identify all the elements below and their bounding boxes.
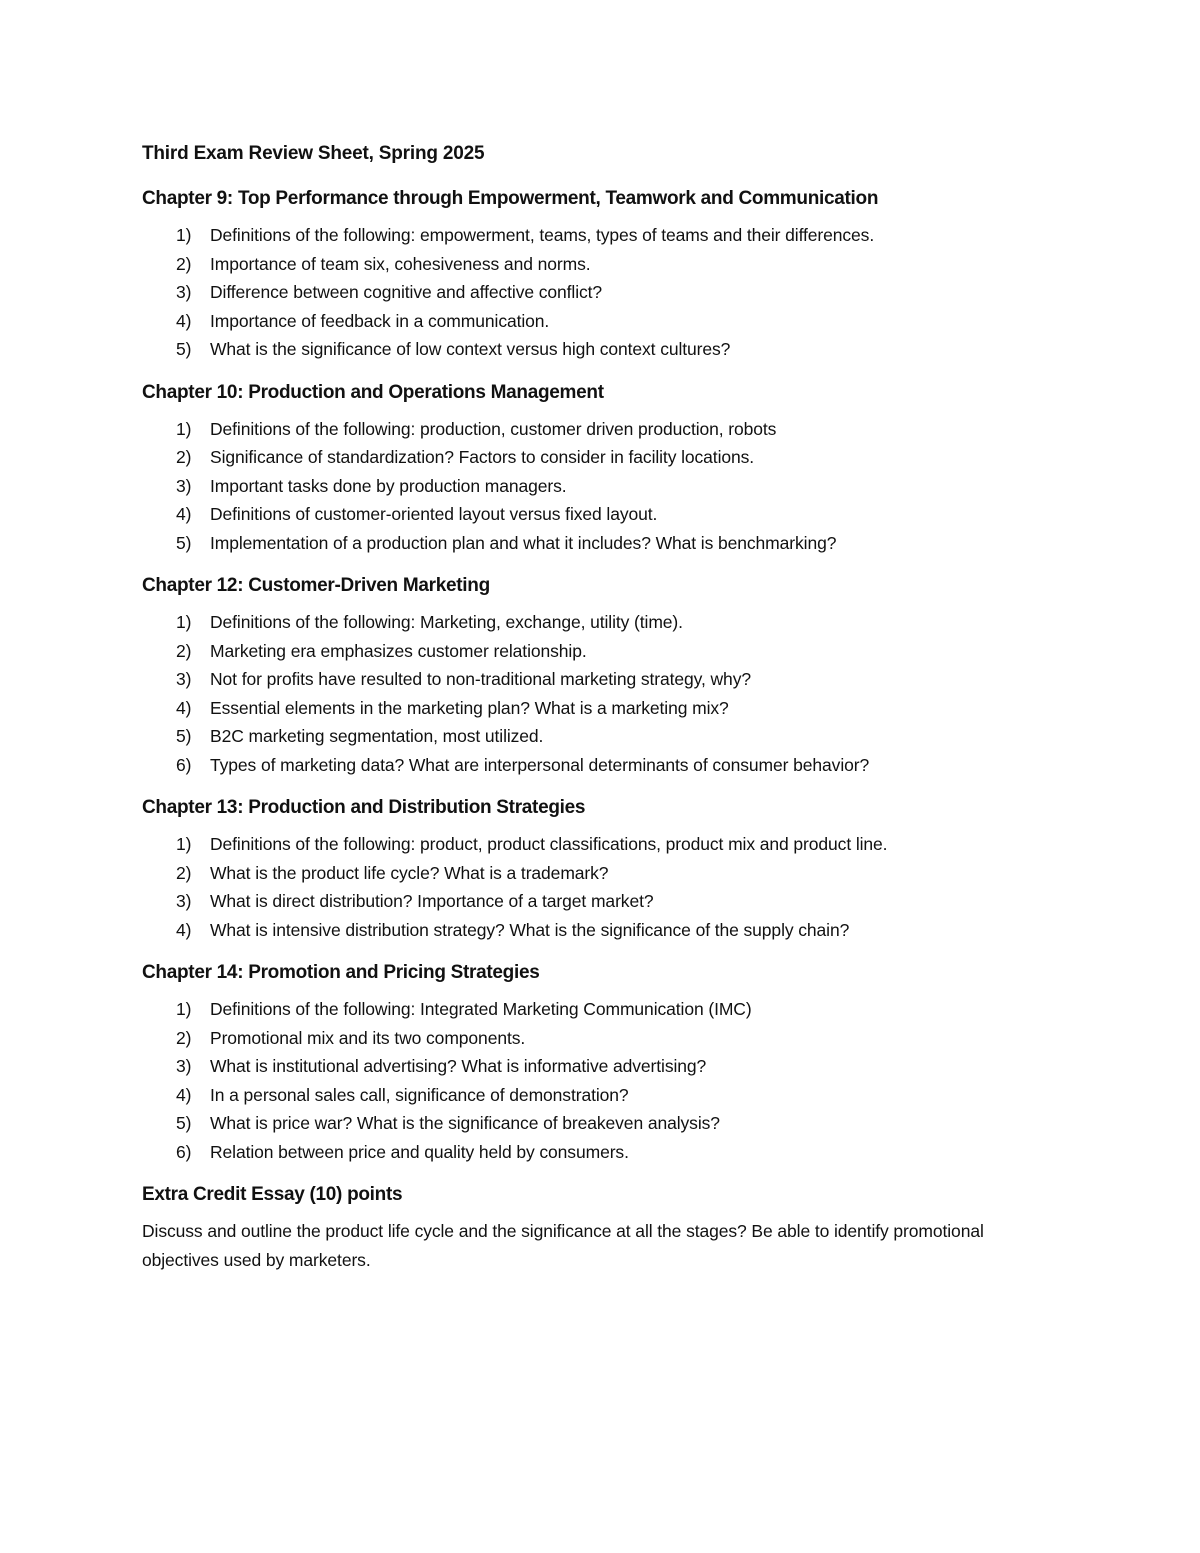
item-text: Definitions of customer-oriented layout versus fixed layout.	[210, 504, 658, 524]
item-text: Types of marketing data? What are interpersonal determinants of consumer behavior?	[210, 754, 870, 775]
item-number: 1)	[176, 834, 192, 854]
list-item	[142, 995, 1042, 1024]
list-item	[142, 1052, 1042, 1081]
item-number: 3)	[176, 1056, 192, 1076]
item-text: Significance of standardization? Factors to consider in facility locations.	[210, 447, 755, 467]
item-text: Promotional mix and its two components.	[210, 1027, 526, 1048]
list-item	[142, 1024, 1042, 1053]
item-text: Definitions of the following: Marketing, exchange, utility (time).	[210, 612, 683, 632]
list-item	[142, 751, 1042, 780]
list-item	[142, 278, 1042, 307]
list-item	[142, 859, 1042, 888]
section-extra-credit	[142, 1183, 1042, 1275]
list-item	[142, 443, 1042, 472]
item-number: 6)	[176, 1141, 192, 1162]
item-number: 3)	[176, 282, 192, 302]
section-chapter-12	[142, 574, 1042, 779]
item-text: What is price war? What is the significance of breakeven analysis?	[210, 1113, 720, 1133]
question-list	[142, 830, 1042, 944]
item-text: Implementation of a production plan and what it includes? What is benchmarking?	[210, 532, 837, 553]
list-item	[142, 637, 1042, 666]
item-number: 4)	[176, 504, 192, 524]
item-number: 1)	[176, 612, 192, 632]
item-number: 1)	[176, 999, 192, 1019]
list-item	[142, 472, 1042, 501]
list-item	[142, 1138, 1042, 1167]
list-item	[142, 608, 1042, 637]
question-list	[142, 415, 1042, 558]
item-text: Not for profits have resulted to non-traditional marketing strategy, why?	[210, 669, 751, 689]
item-number: 5)	[176, 532, 192, 553]
section-heading: Chapter 14: Promotion and Pricing Strategies	[142, 962, 540, 983]
item-text: Relation between price and quality held by consumers.	[210, 1141, 629, 1162]
list-item	[142, 1081, 1042, 1110]
item-number: 3)	[176, 475, 192, 496]
item-text: Essential elements in the marketing plan? What is a marketing mix?	[210, 697, 729, 718]
section-heading: Chapter 12: Customer-Driven Marketing	[142, 575, 490, 596]
item-text: What is the significance of low context versus high context cultures?	[210, 339, 731, 359]
item-number: 4)	[176, 697, 192, 718]
list-item	[142, 415, 1042, 444]
item-number: 4)	[176, 919, 192, 940]
item-text: B2C marketing segmentation, most utilized.	[210, 726, 544, 746]
item-text: Importance of team six, cohesiveness and norms.	[210, 253, 591, 274]
item-number: 1)	[176, 418, 192, 439]
list-item	[142, 250, 1042, 279]
list-item	[142, 307, 1042, 336]
list-item	[142, 722, 1042, 751]
item-number: 1)	[176, 225, 192, 245]
item-text: Difference between cognitive and affective conflict?	[210, 282, 603, 302]
item-number: 2)	[176, 862, 192, 883]
item-number: 5)	[176, 339, 192, 359]
list-item	[142, 500, 1042, 529]
list-item	[142, 335, 1042, 364]
item-text: Importance of feedback in a communication.	[210, 310, 550, 331]
item-number: 2)	[176, 1027, 192, 1048]
item-text: What is intensive distribution strategy? What is the significance of the supply chain?	[210, 919, 850, 940]
item-number: 4)	[176, 310, 192, 331]
item-text: Marketing era emphasizes customer relationship.	[210, 640, 587, 661]
question-list	[142, 221, 1042, 364]
section-chapter-10	[142, 381, 1042, 558]
section-heading: Chapter 13: Production and Distribution Strategies	[142, 797, 586, 818]
document-title: Third Exam Review Sheet, Spring 2025	[142, 143, 485, 164]
item-text: What is direct distribution? Importance of a target market?	[210, 891, 654, 911]
list-item	[142, 221, 1042, 250]
item-number: 3)	[176, 891, 192, 911]
section-heading: Chapter 9: Top Performance through Empowerment, Teamwork and Communication	[142, 188, 879, 209]
list-item	[142, 665, 1042, 694]
item-text: What is the product life cycle? What is a trademark?	[210, 862, 609, 883]
list-item	[142, 887, 1042, 916]
section-heading: Chapter 10: Production and Operations Management	[142, 381, 604, 403]
item-number: 4)	[176, 1084, 192, 1105]
item-text: In a personal sales call, significance of demonstration?	[210, 1084, 629, 1105]
item-text: What is institutional advertising? What is informative advertising?	[210, 1056, 707, 1076]
item-text: Definitions of the following: production, customer driven production, robots	[210, 418, 777, 439]
item-number: 5)	[176, 726, 192, 746]
item-number: 2)	[176, 253, 192, 274]
list-item	[142, 916, 1042, 945]
question-list	[142, 995, 1042, 1166]
item-number: 2)	[176, 447, 192, 467]
list-item	[142, 694, 1042, 723]
list-item	[142, 830, 1042, 859]
item-number: 6)	[176, 754, 192, 775]
item-text: Definitions of the following: product, product classifications, product mix and product line.	[210, 834, 888, 854]
section-chapter-9	[142, 187, 1042, 364]
section-heading: Extra Credit Essay (10) points	[142, 1184, 403, 1205]
item-text: Important tasks done by production managers.	[210, 475, 567, 496]
item-text: Definitions of the following: Integrated Marketing Communication (IMC)	[210, 999, 752, 1019]
essay-prompt: Discuss and outline the product life cycle and the significance at all the stages? Be able to identify promotional objectives used by marketers.	[142, 1221, 984, 1270]
item-number: 5)	[176, 1113, 192, 1133]
item-number: 2)	[176, 640, 192, 661]
item-number: 3)	[176, 669, 192, 689]
list-item	[142, 529, 1042, 558]
list-item	[142, 1109, 1042, 1138]
document-page	[142, 142, 1042, 1292]
section-chapter-14	[142, 961, 1042, 1166]
section-chapter-13	[142, 796, 1042, 944]
item-text: Definitions of the following: empowerment, teams, types of teams and their differences.	[210, 225, 875, 245]
question-list	[142, 608, 1042, 779]
